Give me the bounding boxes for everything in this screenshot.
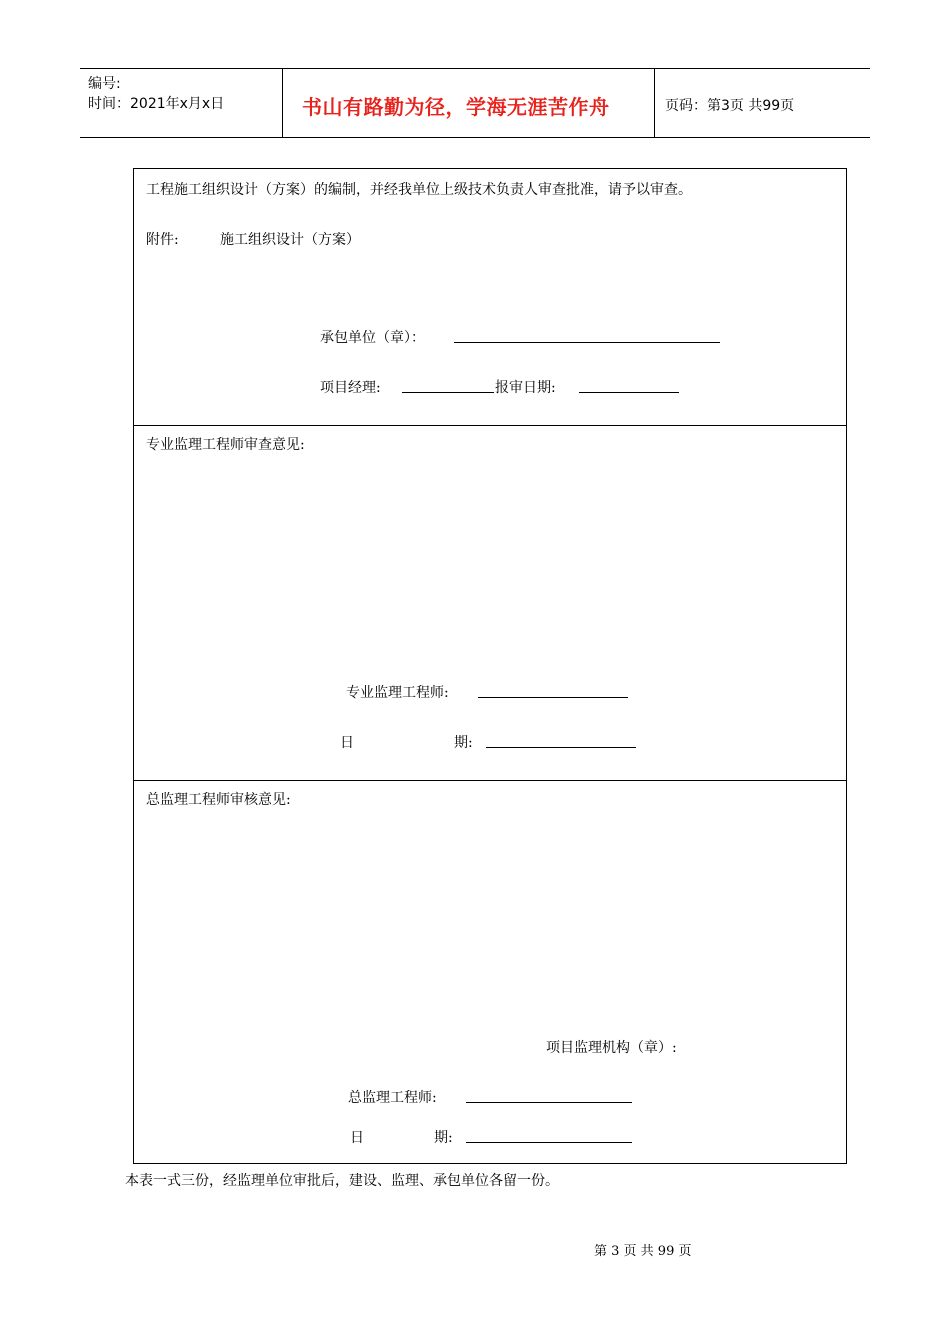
submit-date-line <box>579 392 679 393</box>
submission-statement: 工程施工组织设计（方案）的编制，并经我单位上级技术负责人审查批准，请予以审查。 <box>146 182 692 198</box>
copies-note: 本表一式三份，经监理单位审批后，建设、监理、承包单位各留一份。 <box>125 1173 559 1189</box>
attachment-label: 附件: <box>146 232 179 248</box>
review-form <box>133 168 847 1164</box>
chief-date-label-2: 期: <box>434 1130 453 1146</box>
chief-review-title: 总监理工程师审核意见: <box>146 792 291 808</box>
number-label: 编号: <box>88 76 121 92</box>
page-footer: 第 3 页 共 99 页 <box>594 1244 692 1259</box>
header-left-cell <box>80 69 283 137</box>
attachment-value: 施工组织设计（方案） <box>220 232 360 248</box>
engineer-date-line <box>486 747 636 748</box>
header-center-cell <box>282 69 655 137</box>
engineer-date-label-2: 期: <box>454 735 473 751</box>
header-right-cell <box>655 69 870 137</box>
supervision-org-label: 项目监理机构（章）: <box>546 1040 677 1056</box>
chief-date-label-1: 日 <box>350 1130 364 1146</box>
contractor-signature-line <box>454 342 720 343</box>
engineer-review-section <box>134 426 846 781</box>
project-manager-line <box>402 392 494 393</box>
engineer-label: 专业监理工程师: <box>346 685 449 701</box>
chief-engineer-label: 总监理工程师: <box>348 1090 437 1106</box>
chief-review-section <box>134 781 846 1163</box>
submission-section <box>134 169 846 426</box>
project-manager-label: 项目经理: <box>320 380 381 396</box>
contractor-label: 承包单位（章）： <box>320 330 425 346</box>
engineer-signature-line <box>478 697 628 698</box>
time-label: 时间：2021年x月x日 <box>88 96 225 112</box>
engineer-date-label-1: 日 <box>340 735 354 751</box>
chief-date-line <box>466 1142 632 1143</box>
chief-signature-line <box>466 1102 632 1103</box>
page-header <box>80 68 870 138</box>
motto: 书山有路勤为径，学海无涯苦作舟 <box>302 95 610 119</box>
page-label: 页码：第3页 共99页 <box>665 98 795 114</box>
submit-date-label: 报审日期: <box>495 380 556 396</box>
engineer-review-title: 专业监理工程师审查意见: <box>146 437 305 453</box>
